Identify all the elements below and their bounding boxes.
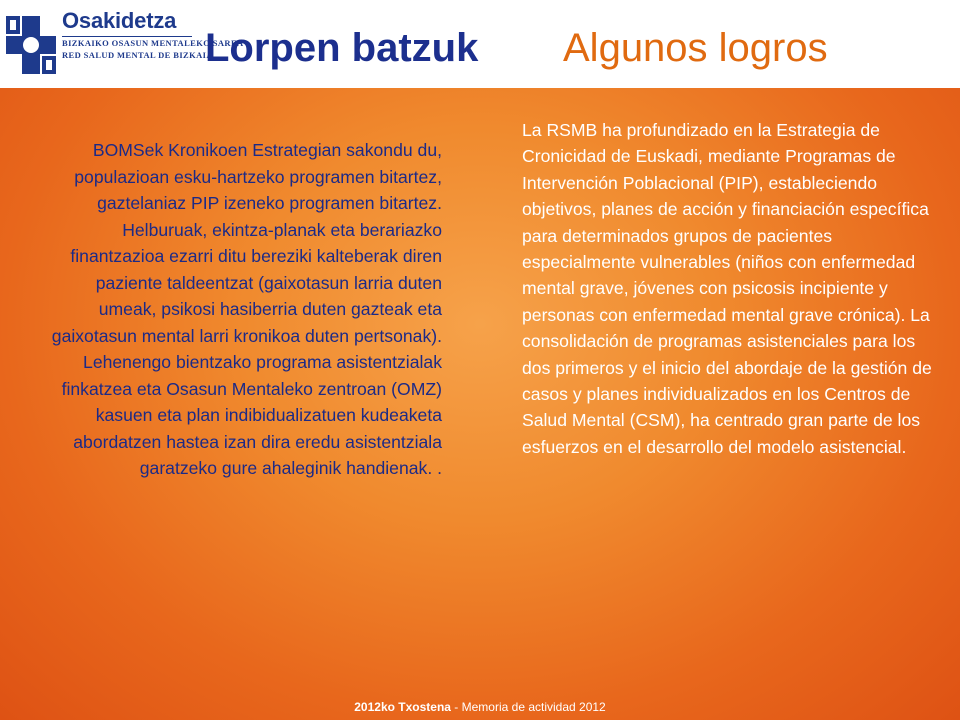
footer-report-title-spanish: Memoria de actividad 2012 [461,700,606,714]
footer-report-title-basque: 2012ko Txostena [354,700,451,714]
header-bar [0,0,960,88]
left-column-text-basque: BOMSek Kronikoen Estrategian sakondu du, populazioan esku-hartzeko programen bitartez, gaztelaniaz PIP izeneko programen bitartez. Helburuak, ekintza-planak eta berariazko finantzazioa ezarri ditu bereziki kalteberak diren paziente taldeentzat (gaixotasun larria duten umeak, psikosi hasiberria duten gazteak eta gaixotasun mental larri kronikoa duten pertsonak). Lehenengo bientzako programa asistentzialak finkatzea eta Osasun Mentaleko zentroan (OMZ) kasuen eta plan indibidualizatuen kudeaketa abordatzen hastea izan dira eredu asistentziala garatzeko gure ahaleginik handienak. . [51,140,442,478]
footer-separator: - [450,700,462,714]
slide-title-basque: Lorpen batzuk [205,26,479,70]
brand-subtitle-eu: BIZKAIKO OSASUN MENTALEKO SAREA [62,38,244,48]
brand-name: Osakidetza [62,8,177,33]
osakidetza-cross-logo-icon [6,16,56,74]
right-column-text-spanish: La RSMB ha profundizado en la Estrategia de Cronicidad de Euskadi, mediante Programas de Intervención Poblacional (PIP), estableciendo objetivos, planes de acción y financiación específica para determinados grupos de pacientes especialmente vulnerables (niños con enfermedad mental grave, jóvenes con psicosis incipiente y personas con enfermedad mental grave crónica). La consolidación de programas asistenciales para los dos primeros y el inicio del abordaje de la gestión de casos y planes individualizados en los Centros de Salud Mental (CSM), ha centrado gran parte de los esfuerzos en el desarrollo del modelo asistencial. [522,120,932,457]
footer [0,700,960,714]
brand-subtitle-es: RED SALUD MENTAL DE BIZKAIA [62,50,213,60]
slide-title-spanish: Algunos logros [563,26,828,70]
